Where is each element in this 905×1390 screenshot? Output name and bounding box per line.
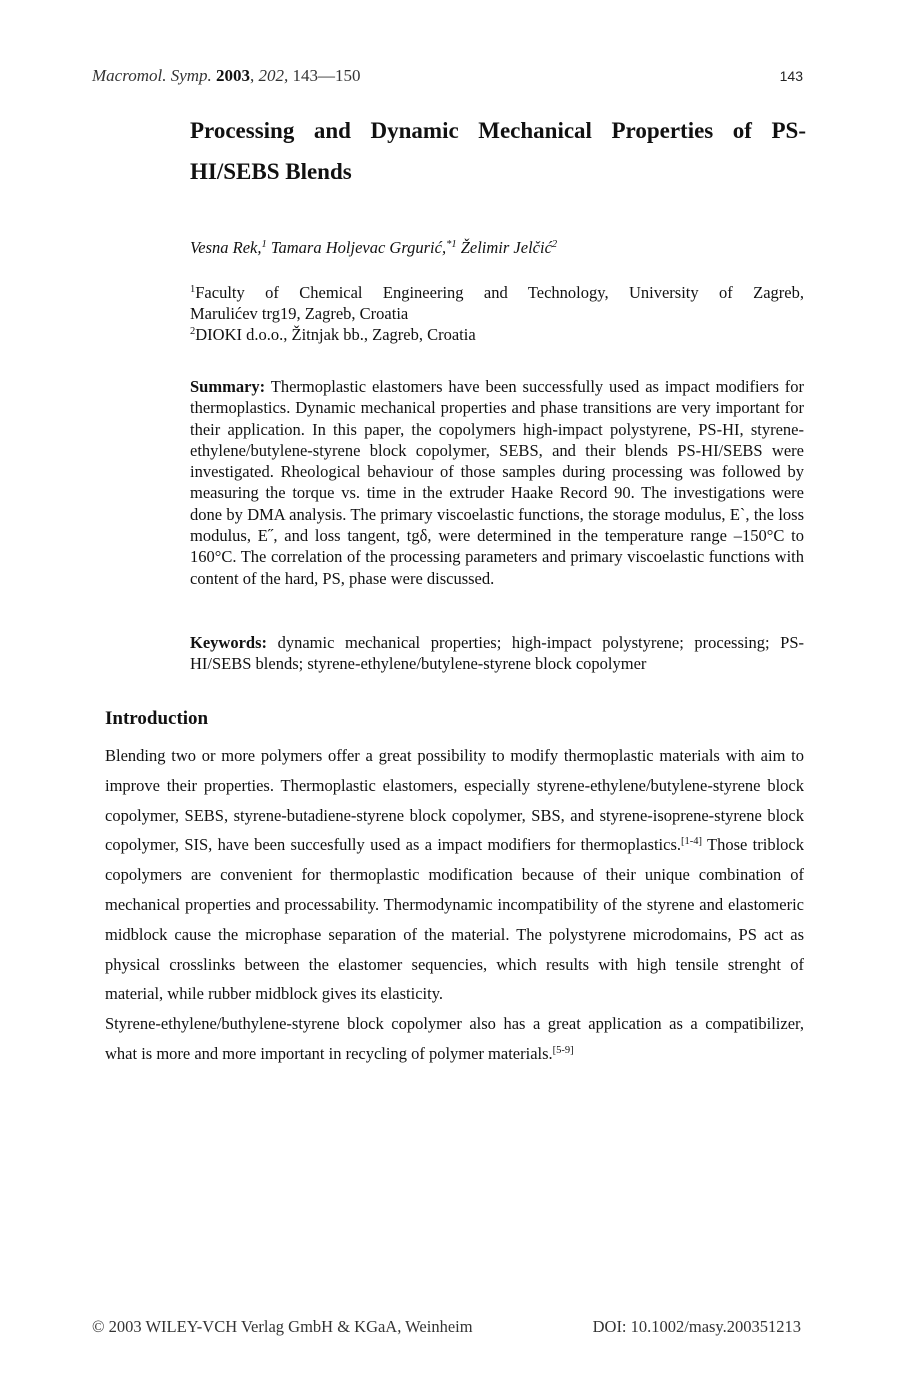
- keywords: [190, 632, 804, 675]
- abstract-label: Summary:: [190, 377, 266, 396]
- abstract: [190, 376, 804, 589]
- author-name: Tamara Holjevac Grgurić,: [270, 238, 447, 257]
- author-affil-mark: 1: [261, 239, 267, 250]
- affil-mark: 1: [190, 284, 196, 295]
- citation: [1-4]: [681, 836, 703, 848]
- affiliation-1-address: Marulićev trg19, Zagreb, Croatia: [190, 304, 409, 323]
- journal-volume: 202,: [258, 66, 289, 85]
- author-name: Vesna Rek,: [190, 238, 262, 257]
- paragraph: Blending two or more polymers offer a great possibility to modify thermoplastic materials with aim to improve their properties. Thermoplastic elastomers, especially styrene-ethylene/butylene-styrene block copolymer, SEBS, styrene-butadiene-styrene block copolymer, SBS, and styrene-isoprene-styrene block copolymer, SIS, have been succesfully used as a impact modifiers for thermoplastics.[1-4] Those triblock copolymers are convenient for thermoplastic modification because of their unique combination of mechanical properties and processability. Thermodynamic incompatibility of the styrene and elastomeric midblock cause the microphase separation of the material. The polystyrene microdomains, PS act as physical crosslinks between the elastomer sequencies, which results with high tensile strenght of material, while rubber midblock gives its elasticity.: [105, 746, 804, 1004]
- author-affil-mark: 2: [551, 239, 558, 250]
- running-header: Macromol. Symp. 2003, 202, 143—150: [92, 66, 361, 85]
- keywords-label: Keywords:: [190, 633, 267, 652]
- affiliation-1: $^1$Faculty of Chemical Engineering and Technology, University of Zagreb,: [190, 283, 804, 302]
- citation: [5-9]: [552, 1044, 574, 1056]
- author-name: Želimir Jelčić: [460, 238, 552, 257]
- affiliations: [190, 282, 804, 345]
- page-number: 143: [779, 68, 803, 84]
- affiliation-2: $^2$DIOKI d.o.o., Žitnjak bb., Zagreb, Croatia: [190, 325, 476, 344]
- keywords-text: dynamic mechanical properties; high-impact polystyrene; processing; PS-HI/SEBS blends; styrene-ethylene/butylene-styrene block copolymer: [190, 633, 805, 674]
- journal-year: 2003: [216, 66, 251, 85]
- abstract-text: Thermoplastic elastomers have been successfully used as impact modifiers for thermoplastics. Dynamic mechanical properties and phase transitions are very important for their application. In this paper, the copolymers high-impact polystyrene, PS-HI, styrene-ethylene/butylene-styrene block copolymer, SEBS, and their blends PS-HI/SEBS were investigated. Rheological behaviour of those samples during processing was followed by measuring the torque vs. time in the extruder Haake Record 90. The investigations were done by DMA analysis. The primary viscoelastic functions, the storage modulus, E`, the loss modulus, E˝, and loss tangent, tgδ, were determined in the temperature range –150°C to 160°C. The correlation of the processing parameters and primary viscoelastic functions with content of the hard, PS, phase were discussed.: [190, 377, 805, 588]
- copyright-notice: © 2003 WILEY-VCH Verlag GmbH & KGaA, Weinheim: [92, 1317, 473, 1336]
- author-affil-mark: *1: [446, 239, 457, 250]
- journal-pages: 143—150: [292, 66, 361, 85]
- doi: DOI: 10.1002/masy.200351213: [592, 1317, 801, 1336]
- journal-name: Macromol. Symp.: [92, 66, 212, 85]
- affil-mark: 2: [190, 326, 196, 337]
- section-heading-introduction: Introduction: [105, 708, 209, 729]
- introduction-body: [105, 741, 804, 1069]
- paragraph: Styrene-ethylene/buthylene-styrene block copolymer also has a great application as a compatibilizer, what is more and more important in recycling of polymer materials.[5-9]: [105, 1014, 804, 1063]
- paper-title: Processing and Dynamic Mechanical Properties of PS-HI/SEBS Blends: [190, 118, 806, 184]
- author-list: [190, 238, 557, 258]
